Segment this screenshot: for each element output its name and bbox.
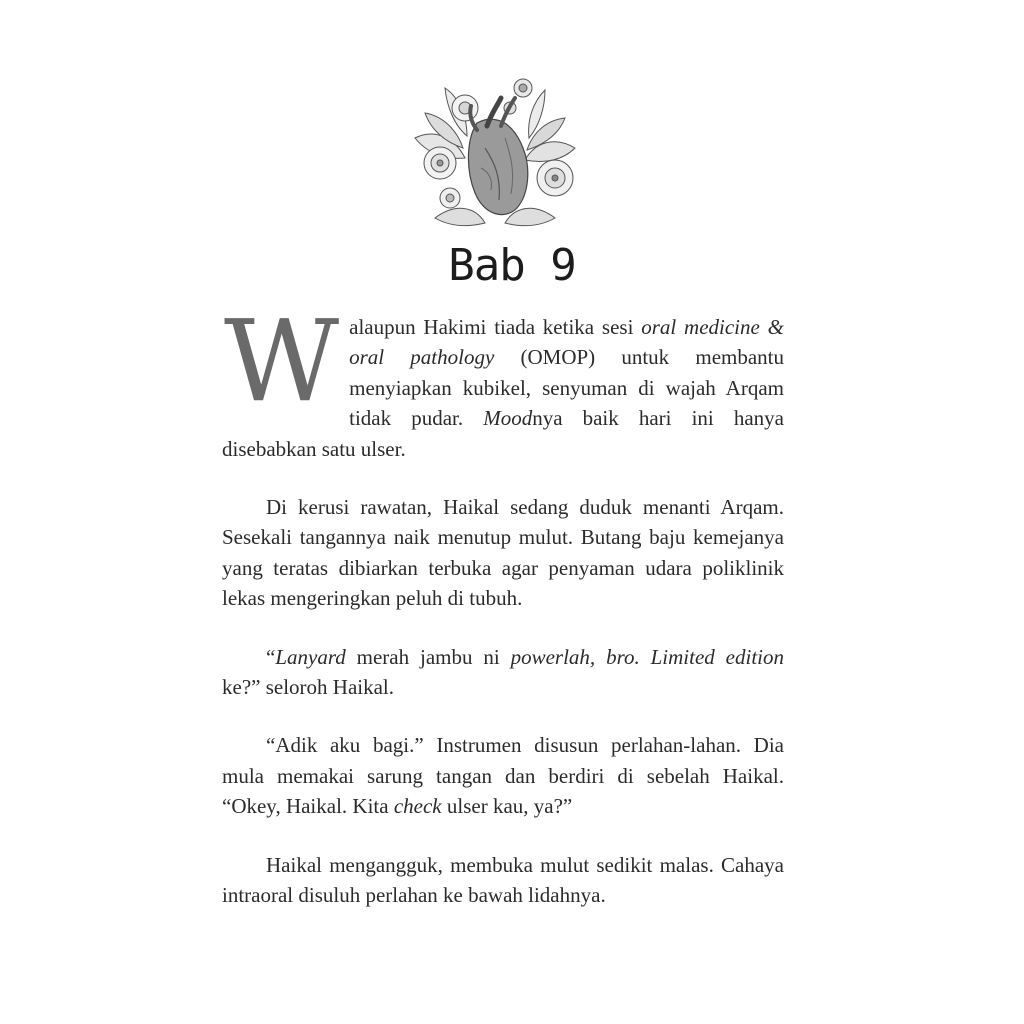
p1-text-b: (OMOP) untuk membantu menyiapkan kubikel, senyuman di wajah Arqam tidak pudar.: [349, 345, 784, 431]
drop-cap: W: [224, 297, 340, 427]
p1-italic-c: Mood: [483, 406, 533, 431]
paragraph-1: [222, 297, 784, 464]
p4-text-b: ulser kau, ya?”: [441, 794, 573, 819]
p3-text-a: merah jambu ni: [345, 644, 511, 669]
p1-text-c: nya baik hari ini hanya disebabkan satu ulser.: [222, 406, 784, 461]
p1-italic-a: oral medicine: [641, 315, 760, 339]
p3-text-b: ke?” seloroh Haikal.: [222, 675, 395, 700]
p4-italic: check: [393, 794, 442, 819]
anatomical-heart-floral-icon: [405, 68, 585, 238]
p1-text-a: alaupun Hakimi tiada ketika sesi: [349, 315, 642, 339]
p3-italic-a: Lanyard: [275, 644, 346, 669]
p4-text-a: “Adik aku bagi.” Instrumen disusun perlahan-lahan. Dia mula memakai sarung tangan dan berdiri di sebelah Haikal. “Okey, Haikal. Kita: [222, 733, 784, 819]
paragraph-5: Haikal mengangguk, membuka mulut sedikit malas. Cahaya intraoral disuluh perlahan ke bawah lidahnya.: [222, 852, 784, 908]
paragraph-3: [222, 642, 784, 703]
p3-quote-open: “: [266, 644, 276, 669]
chapter-title: Bab 9: [448, 240, 576, 291]
p1-italic-b: & oral pathology: [349, 315, 784, 370]
paragraph-4: [222, 730, 784, 821]
p3-italic-b: powerlah, bro. Limited edition: [510, 644, 784, 669]
paragraph-2: Di kerusi rawatan, Haikal sedang duduk menanti Arqam. Sesekali tangannya naik menutup mulut. Butang baju kemejanya yang teratas dibiarkan terbuka agar penyaman udara poliklinik lekas mengeringkan peluh di tubuh.: [222, 495, 784, 611]
chapter-body: [222, 297, 784, 939]
